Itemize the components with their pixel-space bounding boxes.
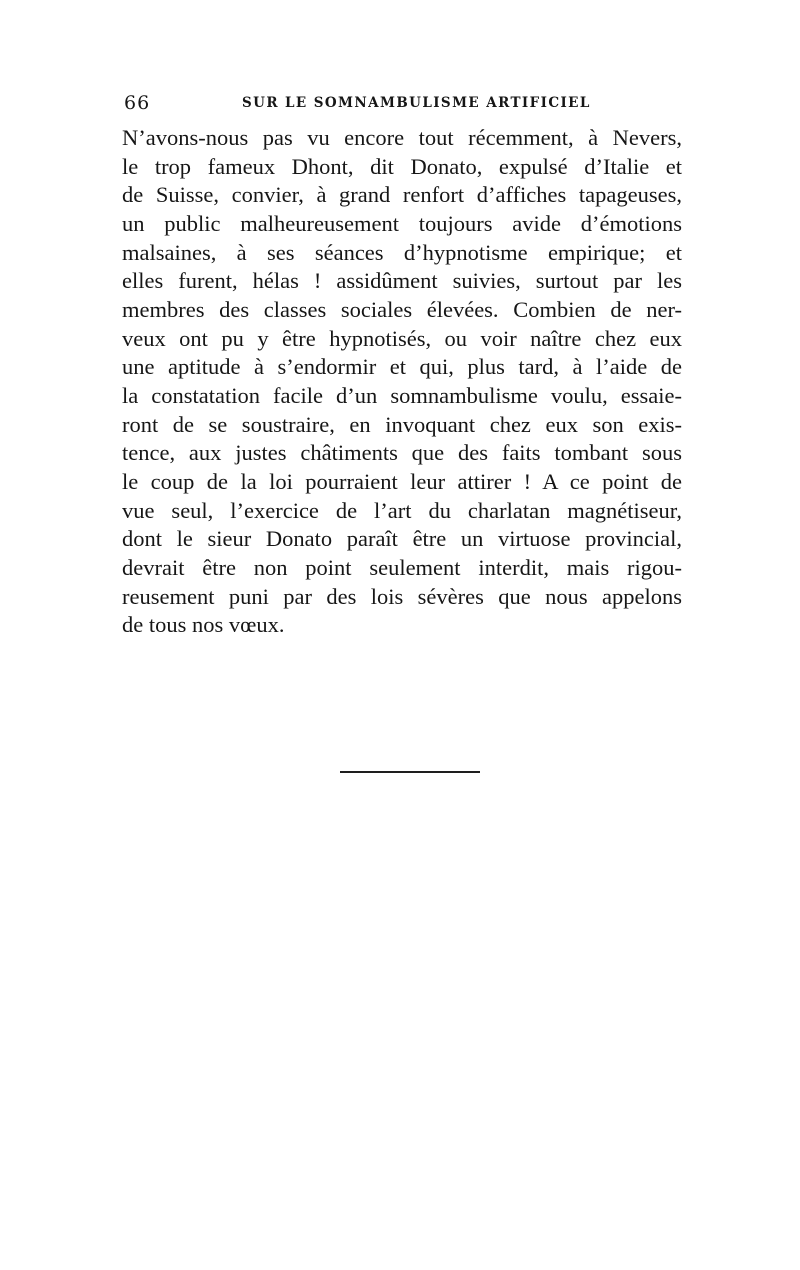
text-line: veux ont pu y être hypnotisés, ou voir naître chez eux [122,325,682,351]
text-line: un public malheureusement toujours avide d’émotions [122,210,682,236]
section-end-rule [340,771,480,773]
text-line: la constatation facile d’un somnambulisme voulu, essaie- [122,382,682,408]
text-line: elles furent, hélas ! assidûment suivies, surtout par les [122,268,682,294]
running-header [124,92,680,116]
text-line: membres des classes sociales élevées. Combien de ner- [122,296,682,322]
text-line: de tous nos vœux. [122,612,285,638]
running-title: SUR LE SOMNAMBULISME ARTIFICIEL [242,95,591,111]
page-number: 66 [124,92,151,114]
text-line: une aptitude à s’endormir et qui, plus tard, à l’aide de [122,354,682,380]
text-line: N’avons-nous pas vu encore tout récemment, à Nevers, [122,125,682,150]
text-line: vue seul, l’exercice de l’art du charlatan magnétiseur, [122,497,682,523]
text-line: tence, aux justes châtiments que des faits tombant sous [122,440,682,466]
text-line: ront de se soustraire, en invoquant chez eux son exis- [122,411,682,437]
body-paragraph [122,124,682,640]
text-line: dont le sieur Donato paraît être un virtuose provincial, [122,526,682,552]
text-line: malsaines, à ses séances d’hypnotisme empirique; et [122,239,682,265]
text-line: reusement puni par des lois sévères que nous appelons [122,583,682,609]
text-line: de Suisse, convier, à grand renfort d’affiches tapageuses, [122,182,682,208]
text-line: le coup de la loi pourraient leur attirer ! A ce point de [122,468,682,494]
text-line: le trop fameux Dhont, dit Donato, expulsé d’Italie et [122,153,682,179]
text-line: devrait être non point seulement interdit, mais rigou- [122,554,682,580]
